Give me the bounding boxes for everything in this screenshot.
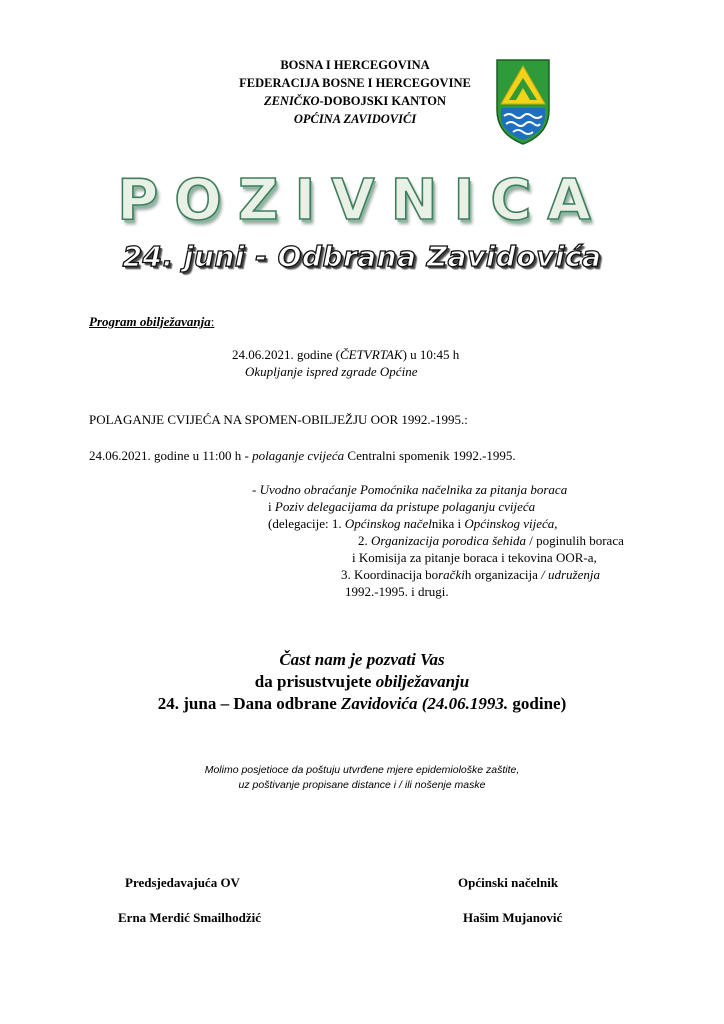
header-country: BOSNA I HERCEGOVINA bbox=[280, 58, 430, 72]
event-subtitle: 24. juni - Odbrana Zavidovića bbox=[122, 240, 602, 273]
wreath-heading: POLAGANJE CVIJEĆA NA SPOMEN-OBILJEŽJU OOR 1992.-1995.: bbox=[89, 412, 468, 427]
agenda-line-2: i Poziv delegacijama da pristupe polaganju cvijeća bbox=[268, 499, 536, 514]
notice-line-2: uz poštivanje propisane distance i / ili nošenje maske bbox=[238, 779, 486, 791]
agenda-line-5: i Komisija za pitanje boraca i tekovina OOR-a, bbox=[352, 550, 597, 565]
wreath-datetime: 24.06.2021. godine u 11:00 h - polaganje cvijeća Centralni spomenik 1992.-1995. bbox=[89, 448, 516, 463]
right-signatory-title: Općinski načelnik bbox=[458, 875, 559, 890]
agenda-line-4: 2. Organizacija porodica šehida / poginulih boraca bbox=[358, 533, 624, 548]
invite-line-1: Čast nam je pozvati Vas bbox=[279, 650, 445, 669]
header-municipality: OPĆINA ZAVIDOVIĆI bbox=[293, 112, 417, 126]
agenda-line-7: 1992.-1995. i drugi. bbox=[345, 584, 449, 599]
invite-line-2: da prisustvujete obilježavanju bbox=[254, 672, 470, 691]
invite-line-3: 24. juna – Dana odbrane Zavidovića (24.06.1993. godine) bbox=[157, 694, 567, 713]
invitation-title: POZIVNICA bbox=[117, 168, 607, 233]
invitation-statement bbox=[0, 649, 724, 715]
agenda-line-1: - Uvodno obraćanje Pomoćnika načelnika za pitanja boraca bbox=[252, 482, 568, 497]
agenda-line-6: 3. Koordinacija boračkih organizacija / udruženja bbox=[341, 567, 600, 582]
agenda-line-3: (delegacije: 1. Općinskog načelnika i Općinskog vijeća, bbox=[268, 516, 558, 531]
left-signatory-name: Erna Merdić Smailhodžić bbox=[118, 910, 261, 925]
notice-line-1: Molimo posjetioce da poštuju utvrđene mjere epidemiološke zaštite, bbox=[204, 764, 520, 776]
health-notice bbox=[0, 763, 724, 793]
right-signatory-name: Hašim Mujanović bbox=[463, 910, 563, 925]
left-signatory-title: Predsjedavajuća OV bbox=[125, 875, 240, 890]
header-federation: FEDERACIJA BOSNE I HERCEGOVINE bbox=[239, 76, 471, 90]
gathering-place: Okupljanje ispred zgrade Općine bbox=[245, 364, 418, 379]
header-canton: ZENIČKO-DOBOJSKI KANTON bbox=[263, 94, 447, 108]
program-heading: Program obilježavanja: bbox=[89, 314, 215, 329]
gathering-datetime: 24.06.2021. godine (ČETVRTAK) u 10:45 h bbox=[232, 347, 460, 362]
coat-of-arms-icon bbox=[493, 58, 553, 146]
